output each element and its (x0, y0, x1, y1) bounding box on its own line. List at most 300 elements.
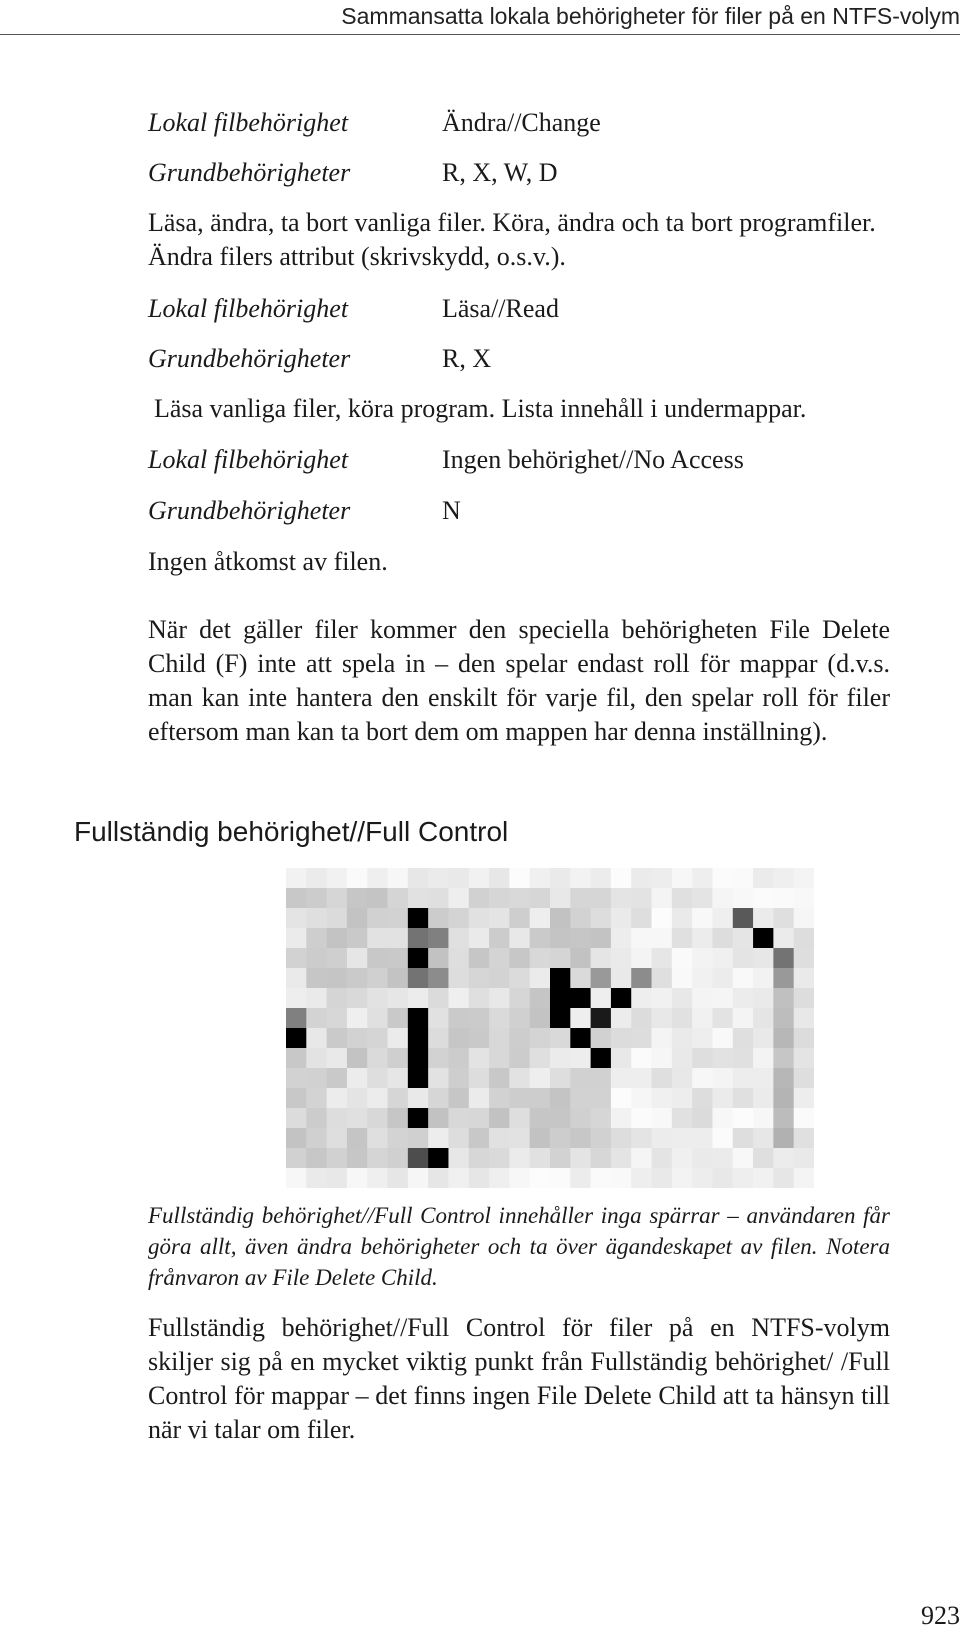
mosaic-pixel (712, 1008, 733, 1029)
mosaic-pixel (408, 948, 429, 969)
mosaic-pixel (286, 1028, 307, 1049)
mosaic-pixel (591, 1148, 612, 1169)
mosaic-pixel (570, 948, 591, 969)
mosaic-pixel (712, 928, 733, 949)
mosaic-pixel (672, 1008, 693, 1029)
mosaic-pixel (286, 1048, 307, 1069)
mosaic-pixel (347, 1008, 368, 1029)
mosaic-pixel (712, 1168, 733, 1188)
mosaic-pixel (712, 908, 733, 929)
mosaic-pixel (306, 968, 327, 989)
mosaic-pixel (773, 948, 794, 969)
mosaic-pixel (448, 1008, 469, 1029)
mosaic-pixel (591, 1088, 612, 1109)
mosaic-pixel (408, 928, 429, 949)
mosaic-pixel (631, 1148, 652, 1169)
mosaic-pixel (692, 888, 713, 909)
mosaic-pixel (672, 928, 693, 949)
mosaic-pixel (712, 1068, 733, 1089)
mosaic-pixel (327, 908, 348, 929)
mosaic-pixel (611, 948, 632, 969)
mosaic-pixel (672, 988, 693, 1009)
mosaic-pixel (388, 1068, 409, 1089)
mosaic-pixel (773, 868, 794, 889)
mosaic-pixel (448, 1168, 469, 1188)
mosaic-pixel (286, 908, 307, 929)
mosaic-pixel (753, 1128, 774, 1149)
mosaic-pixel (753, 1048, 774, 1069)
mosaic-pixel (631, 1048, 652, 1069)
mosaic-pixel (286, 1128, 307, 1149)
permission-description: Ingen åtkomst av filen. (148, 547, 388, 576)
mosaic-pixel (448, 968, 469, 989)
mosaic-pixel (712, 988, 733, 1009)
mosaic-pixel (489, 1048, 510, 1069)
mosaic-pixel (428, 948, 449, 969)
mosaic-pixel (428, 868, 449, 889)
mosaic-pixel (327, 1068, 348, 1089)
mosaic-pixel (388, 1048, 409, 1069)
mosaic-pixel (530, 928, 551, 949)
mosaic-pixel (611, 888, 632, 909)
mosaic-pixel (570, 908, 591, 929)
mosaic-pixel (753, 968, 774, 989)
mosaic-pixel (367, 968, 388, 989)
mosaic-pixel (286, 1068, 307, 1089)
mosaic-pixel (712, 1048, 733, 1069)
mosaic-pixel (530, 1028, 551, 1049)
mosaic-pixel (428, 1088, 449, 1109)
mosaic-pixel (672, 1048, 693, 1069)
mosaic-pixel (631, 1028, 652, 1049)
mosaic-pixel (530, 888, 551, 909)
mosaic-pixel (347, 1068, 368, 1089)
mosaic-pixel (712, 948, 733, 969)
mosaic-pixel (509, 928, 530, 949)
mosaic-pixel (448, 1028, 469, 1049)
mosaic-pixel (306, 868, 327, 889)
mosaic-pixel (530, 968, 551, 989)
mosaic-pixel (428, 1008, 449, 1029)
mosaic-pixel (773, 928, 794, 949)
mosaic-pixel (469, 1168, 490, 1188)
mosaic-pixel (591, 868, 612, 889)
mosaic-pixel (286, 988, 307, 1009)
permission-key: Lokal filbehörighet (148, 108, 349, 137)
mosaic-pixel (448, 868, 469, 889)
permission-value: Ingen behörighet//No Access (442, 445, 744, 474)
mosaic-pixel (327, 1008, 348, 1029)
mosaic-pixel (692, 1128, 713, 1149)
permission-value: N (442, 496, 461, 525)
mosaic-pixel (591, 908, 612, 929)
mosaic-pixel (286, 1168, 307, 1188)
mosaic-pixel (570, 1148, 591, 1169)
mosaic-pixel (286, 868, 307, 889)
mosaic-pixel (347, 988, 368, 1009)
mosaic-pixel (286, 948, 307, 969)
mosaic-pixel (388, 1028, 409, 1049)
mosaic-pixel (509, 908, 530, 929)
mosaic-pixel (611, 928, 632, 949)
mosaic-pixel (367, 1128, 388, 1149)
mosaic-pixel (306, 928, 327, 949)
mosaic-pixel (388, 1148, 409, 1169)
mosaic-pixel (388, 948, 409, 969)
mosaic-pixel (570, 868, 591, 889)
mosaic-pixel (408, 1168, 429, 1188)
mosaic-pixel (306, 1148, 327, 1169)
mosaic-pixel (388, 1088, 409, 1109)
mosaic-pixel (753, 888, 774, 909)
mosaic-pixel (489, 1068, 510, 1089)
mosaic-pixel (733, 988, 754, 1009)
mosaic-pixel (672, 908, 693, 929)
mosaic-pixel (509, 1148, 530, 1169)
permission-value: R, X (442, 344, 492, 373)
permission-value: Ändra//Change (442, 108, 601, 137)
mosaic-pixel (712, 1108, 733, 1129)
mosaic-pixel (489, 1128, 510, 1149)
mosaic-pixel (530, 868, 551, 889)
mosaic-pixel (712, 968, 733, 989)
mosaic-pixel (428, 1028, 449, 1049)
mosaic-pixel (327, 1108, 348, 1129)
mosaic-pixel (489, 1028, 510, 1049)
mosaic-pixel (448, 888, 469, 909)
mosaic-pixel (591, 1168, 612, 1188)
mosaic-pixel (794, 1128, 814, 1149)
mosaic-pixel (469, 1108, 490, 1129)
mosaic-pixel (327, 888, 348, 909)
mosaic-pixel (530, 1168, 551, 1188)
mosaic-pixel (550, 1068, 571, 1089)
mosaic-pixel (611, 1088, 632, 1109)
mosaic-pixel (591, 1008, 612, 1029)
mosaic-pixel (611, 908, 632, 929)
mosaic-pixel (408, 908, 429, 929)
mosaic-pixel (591, 988, 612, 1009)
mosaic-pixel (773, 1108, 794, 1129)
mosaic-pixel (327, 928, 348, 949)
mosaic-pixel (550, 868, 571, 889)
mosaic-pixel (631, 1068, 652, 1089)
mosaic-pixel (692, 1028, 713, 1049)
mosaic-pixel (448, 1088, 469, 1109)
mosaic-pixel (408, 888, 429, 909)
mosaic-pixel (611, 1168, 632, 1188)
mosaic-pixel (753, 868, 774, 889)
mosaic-pixel (773, 1148, 794, 1169)
mosaic-pixel (530, 948, 551, 969)
mosaic-pixel (733, 1108, 754, 1129)
mosaic-pixel (550, 928, 571, 949)
mosaic-pixel (753, 1168, 774, 1188)
mosaic-pixel (509, 988, 530, 1009)
mosaic-pixel (692, 868, 713, 889)
mosaic-pixel (570, 1128, 591, 1149)
mosaic-pixel (347, 948, 368, 969)
mosaic-pixel (611, 1148, 632, 1169)
mosaic-pixel (570, 1028, 591, 1049)
mosaic-pixel (530, 1068, 551, 1089)
mosaic-pixel (347, 1168, 368, 1188)
mosaic-pixel (306, 1068, 327, 1089)
mosaic-pixel (367, 1068, 388, 1089)
mosaic-pixel (631, 1128, 652, 1149)
mosaic-pixel (631, 988, 652, 1009)
mosaic-pixel (388, 988, 409, 1009)
mosaic-pixel (469, 968, 490, 989)
mosaic-pixel (509, 968, 530, 989)
running-header-title: Sammansatta lokala behörigheter för filer på en NTFS-volym (341, 3, 960, 29)
mosaic-pixel (550, 888, 571, 909)
mosaic-pixel (652, 868, 673, 889)
mosaic-pixel (672, 1128, 693, 1149)
mosaic-pixel (489, 1108, 510, 1129)
mosaic-pixel (469, 1028, 490, 1049)
mosaic-pixel (794, 1048, 814, 1069)
mosaic-pixel (388, 868, 409, 889)
mosaic-pixel (712, 888, 733, 909)
mosaic-pixel (530, 1088, 551, 1109)
mosaic-pixel (794, 1148, 814, 1169)
mosaic-pixel (306, 1108, 327, 1129)
mosaic-pixel (367, 1088, 388, 1109)
mosaic-pixel (327, 1148, 348, 1169)
mosaic-pixel (469, 948, 490, 969)
mosaic-pixel (367, 988, 388, 1009)
mosaic-pixel (773, 988, 794, 1009)
mosaic-pixel (733, 948, 754, 969)
mosaic-pixel (327, 1048, 348, 1069)
mosaic-pixel (753, 1068, 774, 1089)
mosaic-pixel (652, 1108, 673, 1129)
mosaic-pixel (306, 1128, 327, 1149)
section-heading: Fullständig behörighet//Full Control (74, 816, 509, 847)
mosaic-pixel (408, 1048, 429, 1069)
mosaic-pixel (550, 908, 571, 929)
mosaic-pixel (388, 1128, 409, 1149)
mosaic-pixel (367, 948, 388, 969)
mosaic-pixel (692, 908, 713, 929)
mosaic-pixel (753, 1108, 774, 1129)
permission-description: Läsa, ändra, ta bort vanliga filer. Köra, ändra och ta bort programfiler. Ändra filers attribut (skrivskydd, o.s.v.). (148, 208, 876, 271)
mosaic-pixel (652, 1168, 673, 1188)
mosaic-pixel (794, 868, 814, 889)
mosaic-pixel (469, 1128, 490, 1149)
mosaic-pixel (489, 1168, 510, 1188)
mosaic-pixel (611, 1128, 632, 1149)
mosaic-pixel (469, 868, 490, 889)
mosaic-pixel (509, 868, 530, 889)
pixel-mosaic-graphic (286, 868, 814, 1188)
mosaic-pixel (794, 1088, 814, 1109)
mosaic-pixel (509, 888, 530, 909)
mosaic-pixel (367, 1148, 388, 1169)
mosaic-pixel (591, 948, 612, 969)
mosaic-pixel (448, 988, 469, 1009)
mosaic-pixel (672, 1108, 693, 1129)
mosaic-pixel (327, 948, 348, 969)
mosaic-pixel (347, 888, 368, 909)
mosaic-pixel (550, 1128, 571, 1149)
figure-caption: Fullständig behörighet//Full Control innehåller inga spärrar – användaren får göra allt, även ändra behörigheter och ta över ägandeskapet av filen. Notera frånvaron av File Delete Child. (148, 1203, 890, 1290)
mosaic-pixel (347, 1108, 368, 1129)
mosaic-pixel (631, 1088, 652, 1109)
mosaic-pixel (733, 968, 754, 989)
mosaic-pixel (733, 1128, 754, 1149)
mosaic-pixel (448, 1068, 469, 1089)
mosaic-pixel (327, 1028, 348, 1049)
mosaic-pixel (733, 888, 754, 909)
mosaic-pixel (388, 968, 409, 989)
mosaic-pixel (509, 1168, 530, 1188)
permission-value: Läsa//Read (442, 294, 559, 323)
mosaic-pixel (489, 988, 510, 1009)
permission-key: Lokal filbehörighet (148, 294, 349, 323)
mosaic-pixel (327, 988, 348, 1009)
mosaic-pixel (794, 1028, 814, 1049)
mosaic-pixel (469, 928, 490, 949)
mosaic-pixel (489, 1008, 510, 1029)
mosaic-pixel (509, 1108, 530, 1129)
mosaic-pixel (652, 908, 673, 929)
mosaic-pixel (489, 928, 510, 949)
mosaic-pixel (550, 1168, 571, 1188)
mosaic-pixel (408, 1148, 429, 1169)
mosaic-pixel (469, 908, 490, 929)
mosaic-pixel (773, 968, 794, 989)
mosaic-pixel (530, 1048, 551, 1069)
mosaic-pixel (773, 908, 794, 929)
mosaic-pixel (652, 948, 673, 969)
mosaic-pixel (327, 1168, 348, 1188)
mosaic-pixel (408, 1008, 429, 1029)
mosaic-pixel (408, 868, 429, 889)
mosaic-pixel (692, 948, 713, 969)
mosaic-pixel (428, 1108, 449, 1129)
mosaic-pixel (489, 1088, 510, 1109)
mosaic-pixel (672, 1168, 693, 1188)
mosaic-pixel (530, 1128, 551, 1149)
mosaic-pixel (367, 1108, 388, 1129)
mosaic-pixel (672, 1148, 693, 1169)
mosaic-pixel (550, 1108, 571, 1129)
mosaic-pixel (611, 1008, 632, 1029)
mosaic-pixel (550, 1088, 571, 1109)
mosaic-pixel (286, 1088, 307, 1109)
mosaic-pixel (388, 908, 409, 929)
mosaic-pixel (773, 1048, 794, 1069)
mosaic-pixel (509, 1128, 530, 1149)
mosaic-pixel (428, 928, 449, 949)
mosaic-pixel (672, 948, 693, 969)
mosaic-pixel (672, 868, 693, 889)
mosaic-pixel (306, 988, 327, 1009)
mosaic-pixel (692, 1168, 713, 1188)
mosaic-pixel (591, 1108, 612, 1129)
mosaic-pixel (733, 1008, 754, 1029)
mosaic-pixel (631, 908, 652, 929)
mosaic-pixel (570, 1008, 591, 1029)
mosaic-pixel (428, 888, 449, 909)
mosaic-pixel (469, 988, 490, 1009)
mosaic-pixel (306, 908, 327, 929)
mosaic-pixel (306, 1088, 327, 1109)
mosaic-pixel (388, 888, 409, 909)
mosaic-pixel (428, 1128, 449, 1149)
mosaic-pixel (286, 968, 307, 989)
mosaic-pixel (652, 968, 673, 989)
mosaic-pixel (570, 928, 591, 949)
mosaic-pixel (469, 1008, 490, 1029)
mosaic-pixel (773, 1168, 794, 1188)
mosaic-pixel (692, 968, 713, 989)
mosaic-pixel (692, 1088, 713, 1109)
mosaic-pixel (773, 1068, 794, 1089)
mosaic-pixel (652, 1148, 673, 1169)
permission-key: Grundbehörigheter (148, 344, 351, 373)
mosaic-pixel (428, 988, 449, 1009)
mosaic-pixel (306, 1048, 327, 1069)
mosaic-pixel (367, 868, 388, 889)
mosaic-pixel (347, 1128, 368, 1149)
mosaic-pixel (550, 988, 571, 1009)
mosaic-pixel (367, 928, 388, 949)
mosaic-pixel (794, 1008, 814, 1029)
mosaic-pixel (367, 1048, 388, 1069)
mosaic-pixel (611, 868, 632, 889)
mosaic-pixel (286, 1008, 307, 1029)
mosaic-pixel (631, 868, 652, 889)
mosaic-pixel (388, 1008, 409, 1029)
mosaic-pixel (509, 1048, 530, 1069)
mosaic-pixel (306, 1168, 327, 1188)
mosaic-pixel (550, 1148, 571, 1169)
mosaic-pixel (347, 1048, 368, 1069)
mosaic-pixel (550, 1028, 571, 1049)
mosaic-pixel (712, 1128, 733, 1149)
mosaic-pixel (570, 1108, 591, 1129)
mosaic-pixel (367, 1168, 388, 1188)
mosaic-pixel (388, 1108, 409, 1129)
mosaic-pixel (489, 868, 510, 889)
mosaic-pixel (570, 1168, 591, 1188)
mosaic-pixel (753, 1028, 774, 1049)
mosaic-pixel (570, 1048, 591, 1069)
mosaic-pixel (591, 928, 612, 949)
running-header (0, 0, 960, 35)
mosaic-pixel (591, 1028, 612, 1049)
mosaic-pixel (794, 1168, 814, 1188)
mosaic-pixel (408, 1088, 429, 1109)
body-paragraph: När det gäller filer kommer den speciella behörigheten File Delete Child (F) inte att spela in – den spelar endast roll för mappar (d.v.s. man kan inte hantera den enskilt för varje fil, den spelar roll för filer eftersom man kan ta bort dem om mappen har denna inställning). (148, 615, 890, 746)
mosaic-pixel (550, 1008, 571, 1029)
mosaic-pixel (733, 928, 754, 949)
mosaic-pixel (794, 968, 814, 989)
mosaic-pixel (530, 908, 551, 929)
mosaic-pixel (408, 1028, 429, 1049)
mosaic-pixel (306, 948, 327, 969)
mosaic-pixel (773, 1088, 794, 1109)
mosaic-pixel (692, 1148, 713, 1169)
mosaic-pixel (347, 928, 368, 949)
mosaic-pixel (611, 1028, 632, 1049)
mosaic-pixel (347, 868, 368, 889)
mosaic-pixel (753, 1008, 774, 1029)
mosaic-pixel (753, 1148, 774, 1169)
